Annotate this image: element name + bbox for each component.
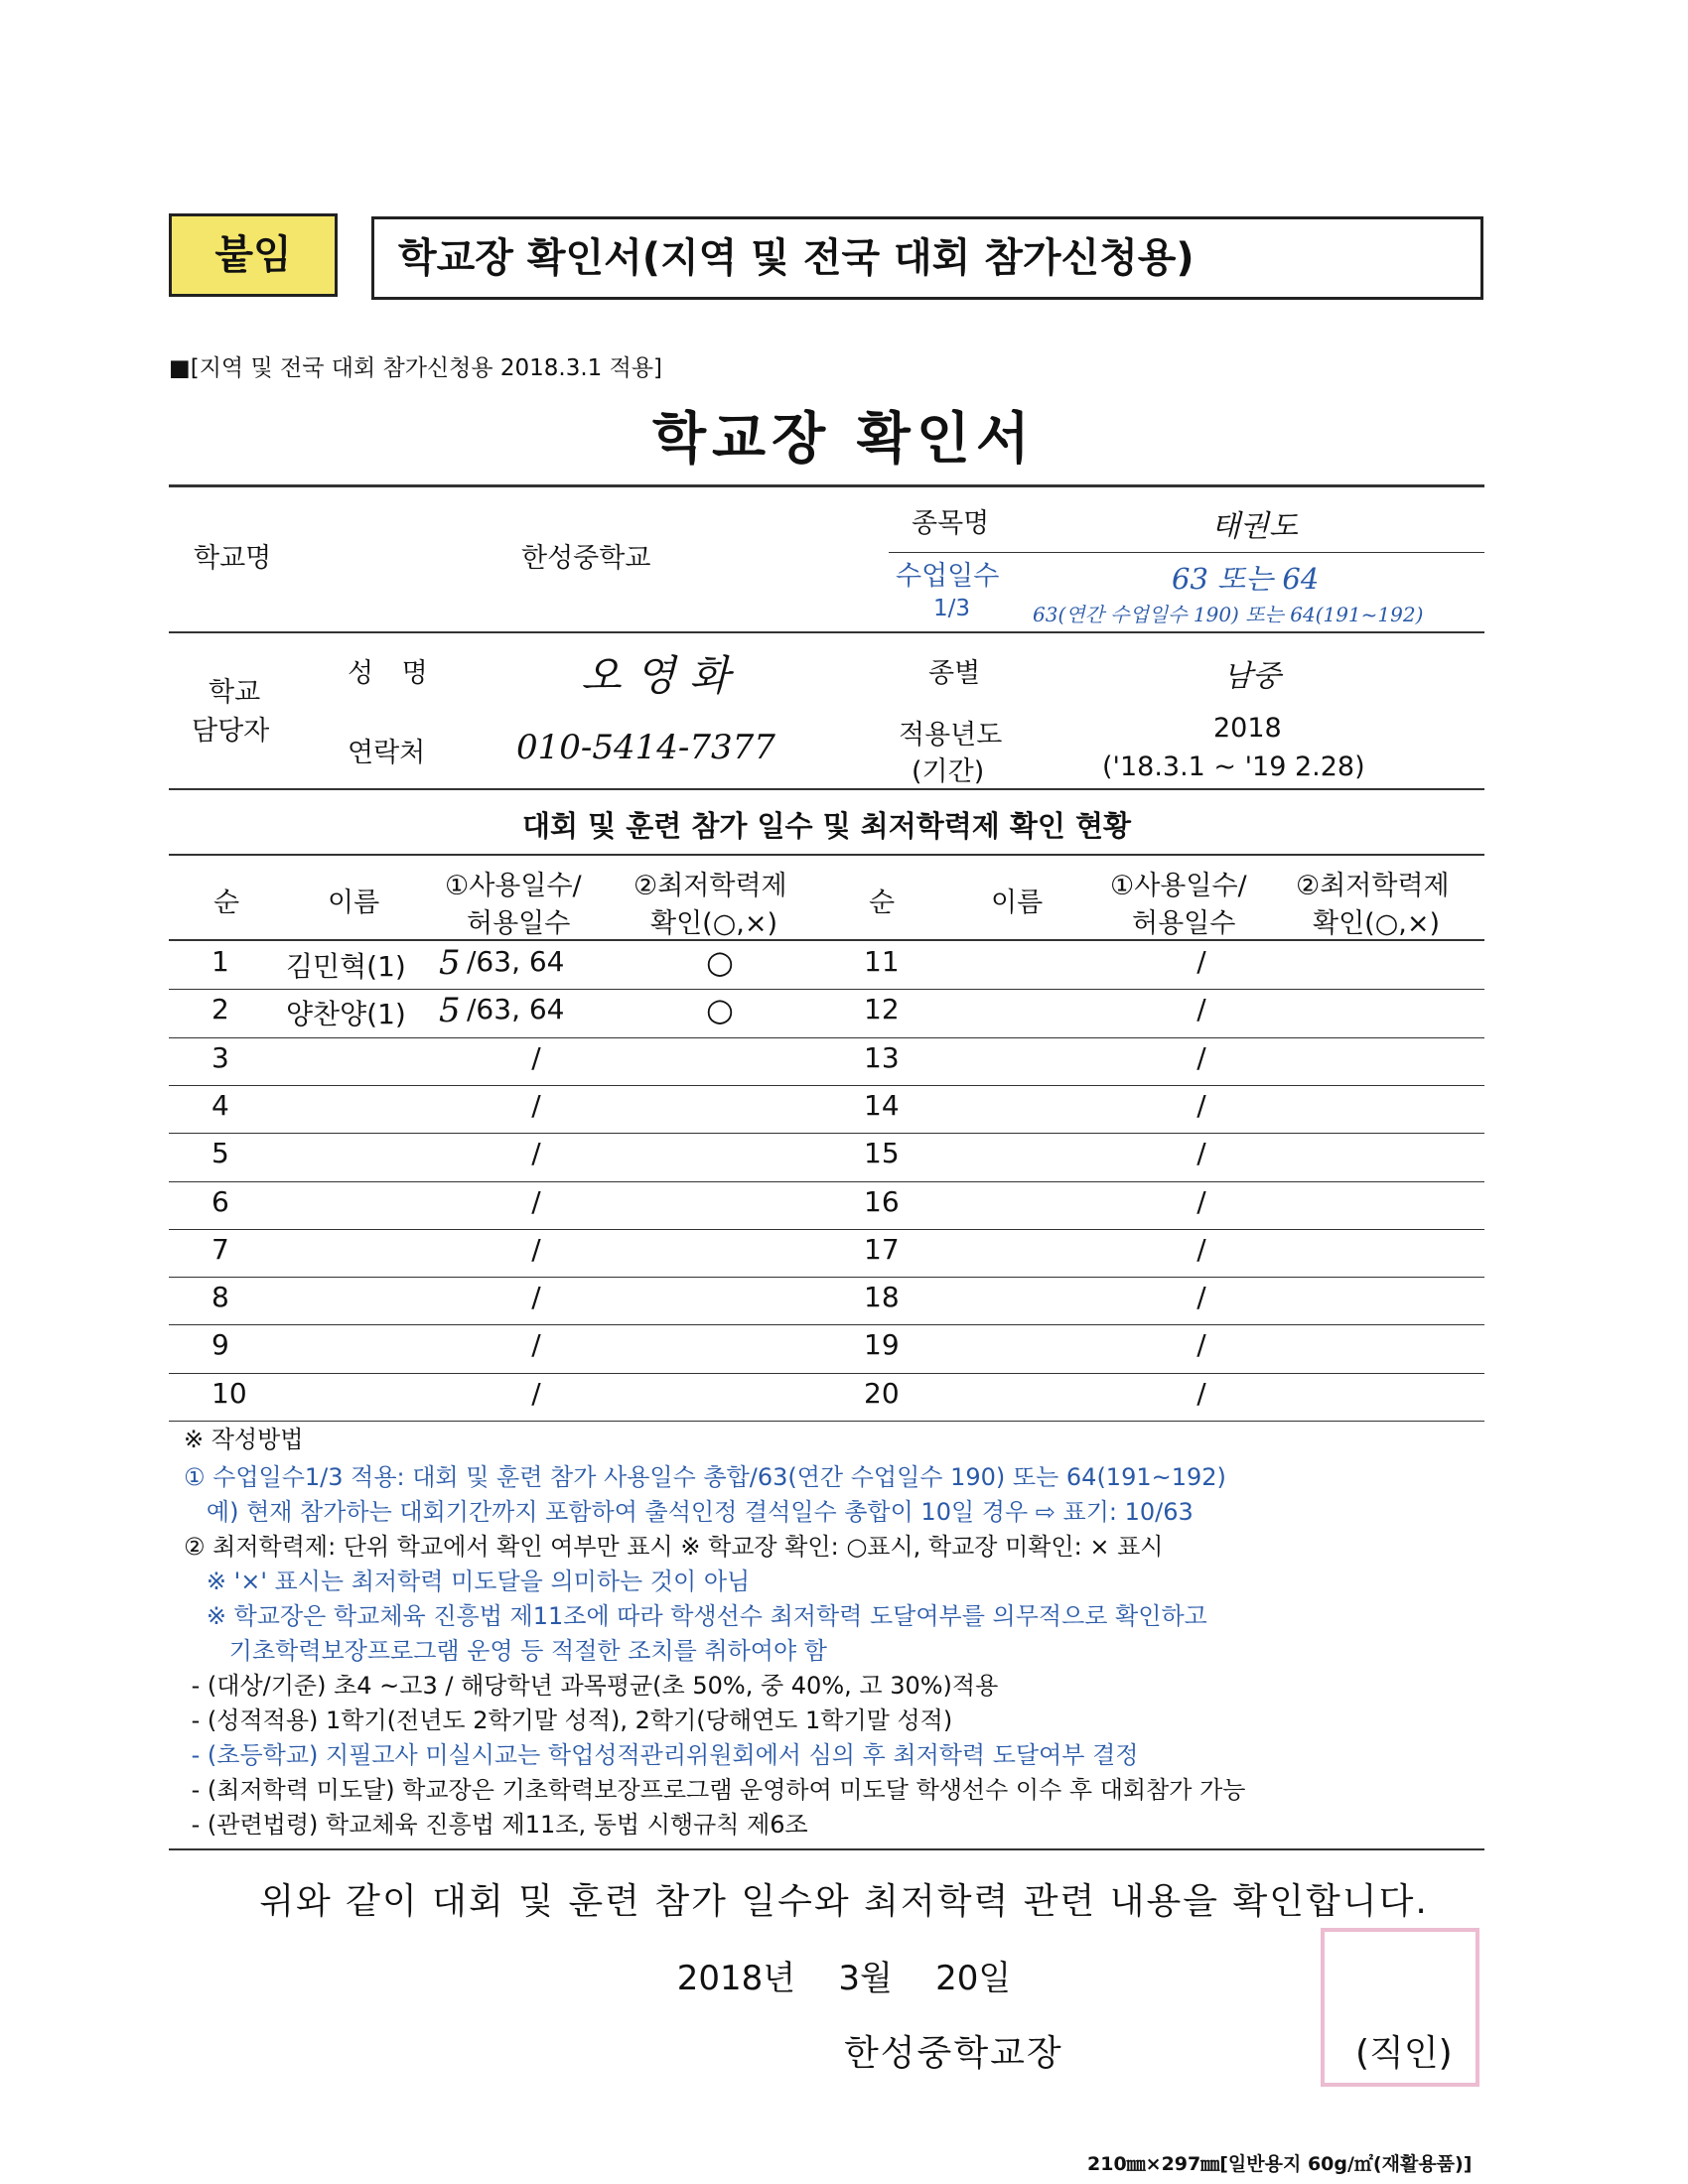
row-allowed-days: / [531,1232,541,1266]
divider [169,788,1484,790]
note-line: - (최저학력 미도달) 학교장은 기초학력보장프로그램 운영하여 미도달 학생선수 이수 후 대회참가 가능 [184,1776,1246,1804]
row-seq: 18 [864,1281,900,1314]
divider [889,552,1484,553]
type-value: 남중 [1223,659,1281,694]
col-name: 이름 [328,887,380,918]
note-line: ② 최저학력제: 단위 학교에서 확인 여부만 표시 ※ 학교장 확인: ○표시, 학교장 미확인: × 표시 [184,1533,1164,1561]
row-seq: 2 [211,993,229,1026]
col-seq: 순 [869,887,896,918]
principal-title: 한성중학교장 [844,2033,1063,2074]
official-seal-label: (직인) [1355,2033,1453,2074]
row-divider [169,1085,1484,1086]
row-seq: 6 [211,1184,229,1218]
note-line: - (대상/기준) 초4 ~고3 / 해당학년 과목평균(초 50%, 중 40%, 고 30%)적용 [184,1672,999,1700]
row-seq: 19 [864,1328,900,1362]
period-label: (기간) [912,756,985,787]
contact-group-label: 학교 [209,677,261,708]
year-value: 2018 [1213,713,1282,744]
row-allowed-days: / [1196,945,1206,978]
row-used-days: 5 [439,991,461,1031]
col-min-2: 확인(○,×) [1313,908,1440,939]
row-seq: 16 [864,1184,900,1218]
event-label: 종목명 [912,508,990,539]
row-used-days: 5 [439,943,461,983]
paper-spec: 210㎜×297㎜[일반용지 60g/㎡(재활용품)] [1087,2153,1473,2175]
row-seq: 13 [864,1040,900,1074]
row-seq: 8 [211,1281,229,1314]
row-seq: 17 [864,1232,900,1266]
row-allowed-days: / [1196,1040,1206,1074]
row-divider [169,1373,1484,1374]
row-allowed-days: / [1196,1281,1206,1314]
col-seq: 순 [213,887,240,918]
row-allowed-days: / [531,1040,541,1074]
col-days-2: 허용일수 [1132,908,1236,939]
divider [169,484,1484,487]
row-divider [169,1324,1484,1325]
note-line: ※ '×' 표시는 최저학력 미도달을 의미하는 것이 아님 [184,1568,751,1595]
row-allowed-days: / [1196,1328,1206,1362]
row-min-check: ○ [706,943,734,981]
name-label: 성 명 [348,658,438,689]
row-divider [169,1133,1484,1134]
row-divider [169,1037,1484,1038]
row-seq: 20 [864,1376,900,1410]
row-allowed-days: / [1196,1184,1206,1218]
row-seq: 9 [211,1328,229,1362]
row-seq: 15 [864,1137,900,1170]
row-allowed-days: / [531,1137,541,1170]
days-fraction: 1/3 [933,596,971,621]
attachment-badge: 붙임 [169,213,338,297]
note-line: - (초등학교) 지필고사 미실시교는 학업성적관리위원회에서 심의 후 최저학력 도달여부 결정 [184,1741,1139,1769]
row-allowed-days: / [531,1328,541,1362]
row-seq: 7 [211,1232,229,1266]
note-line: 기초학력보장프로그램 운영 등 적절한 조치를 취하여야 함 [184,1637,827,1665]
phone-value: 010-5414-7377 [516,728,775,767]
row-allowed-days: / [531,1184,541,1218]
row-seq: 12 [864,993,900,1026]
contact-group-label-2: 담당자 [192,716,270,747]
row-seq: 14 [864,1088,900,1122]
row-seq: 1 [211,945,229,978]
issue-date: 2018년 3월 20일 [676,1959,1012,1998]
school-label: 학교명 [194,543,272,574]
type-label: 종별 [928,658,981,689]
days-value: 63 또는 64 [1172,562,1320,596]
col-min-2: 확인(○,×) [650,908,777,939]
event-value: 태권도 [1211,509,1298,544]
col-days: ①사용일수/ [1110,871,1247,901]
row-allowed-days: / [531,1088,541,1122]
row-name: 김민혁(1) [286,950,406,983]
form-note: ■[지역 및 전국 대회 참가신청용 2018.3.1 적용] [169,355,663,381]
divider [169,1848,1484,1850]
row-allowed-days: / [1196,1232,1206,1266]
divider [169,854,1484,856]
school-value: 한성중학교 [521,543,651,574]
period-value: ('18.3.1 ~ '19 2.28) [1102,751,1365,782]
row-seq: 10 [211,1376,247,1410]
row-allowed-days: / [1196,1376,1206,1410]
col-min: ②최저학력제 [633,871,787,901]
year-label: 적용년도 [899,720,1003,751]
col-days: ①사용일수/ [445,871,582,901]
name-value: 오영화 [581,651,744,700]
row-min-check: ○ [706,991,734,1029]
note-line: 예) 현재 참가하는 대회기간까지 포함하여 출석인정 결석일수 총합이 10일 경우 ⇨ 표기: 10/63 [184,1498,1194,1526]
row-divider [169,1421,1484,1422]
document-title: 학교장 확인서 [651,407,1037,472]
row-name: 양찬양(1) [286,998,406,1031]
row-allowed-days: / [1196,993,1206,1026]
days-note: 63(연간 수업일수 190) 또는 64(191~192) [1033,603,1424,626]
divider [169,631,1484,633]
row-divider [169,989,1484,990]
row-seq: 5 [211,1137,229,1170]
row-divider [169,1277,1484,1278]
col-name: 이름 [991,887,1044,918]
days-label: 수업일수 [896,561,1000,592]
row-allowed-days: /63, 64 [467,945,565,978]
row-allowed-days: / [1196,1088,1206,1122]
note-line: - (관련법령) 학교체육 진흥법 제11조, 동법 시행규칙 제6조 [184,1811,808,1839]
note-line: ① 수업일수1/3 적용: 대회 및 훈련 참가 사용일수 총합/63(연간 수업일수 190) 또는 64(191~192) [184,1463,1226,1491]
row-seq: 4 [211,1088,229,1122]
confirmation-statement: 위와 같이 대회 및 훈련 참가 일수와 최저학력 관련 내용을 확인합니다. [259,1881,1429,1922]
row-allowed-days: /63, 64 [467,993,565,1026]
row-divider [169,1181,1484,1182]
row-allowed-days: / [1196,1137,1206,1170]
note-line: ※ 학교장은 학교체육 진흥법 제11조에 따라 학생선수 최저학력 도달여부를 의무적으로 확인하고 [184,1602,1207,1630]
phone-label: 연락처 [348,738,426,768]
row-seq: 3 [211,1040,229,1074]
note-line: - (성적적용) 1학기(전년도 2학기말 성적), 2학기(당해연도 1학기말 성적) [184,1706,953,1734]
col-days-2: 허용일수 [467,908,571,939]
row-divider [169,1229,1484,1230]
col-min: ②최저학력제 [1296,871,1450,901]
row-seq: 11 [864,945,900,978]
divider [169,939,1484,941]
row-allowed-days: / [531,1376,541,1410]
table-section-title: 대회 및 훈련 참가 일수 및 최저학력제 확인 현황 [521,809,1132,843]
notes-heading: ※ 작성방법 [184,1426,304,1453]
header-title: 학교장 확인서(지역 및 전국 대회 참가신청용) [371,216,1483,300]
row-allowed-days: / [531,1281,541,1314]
